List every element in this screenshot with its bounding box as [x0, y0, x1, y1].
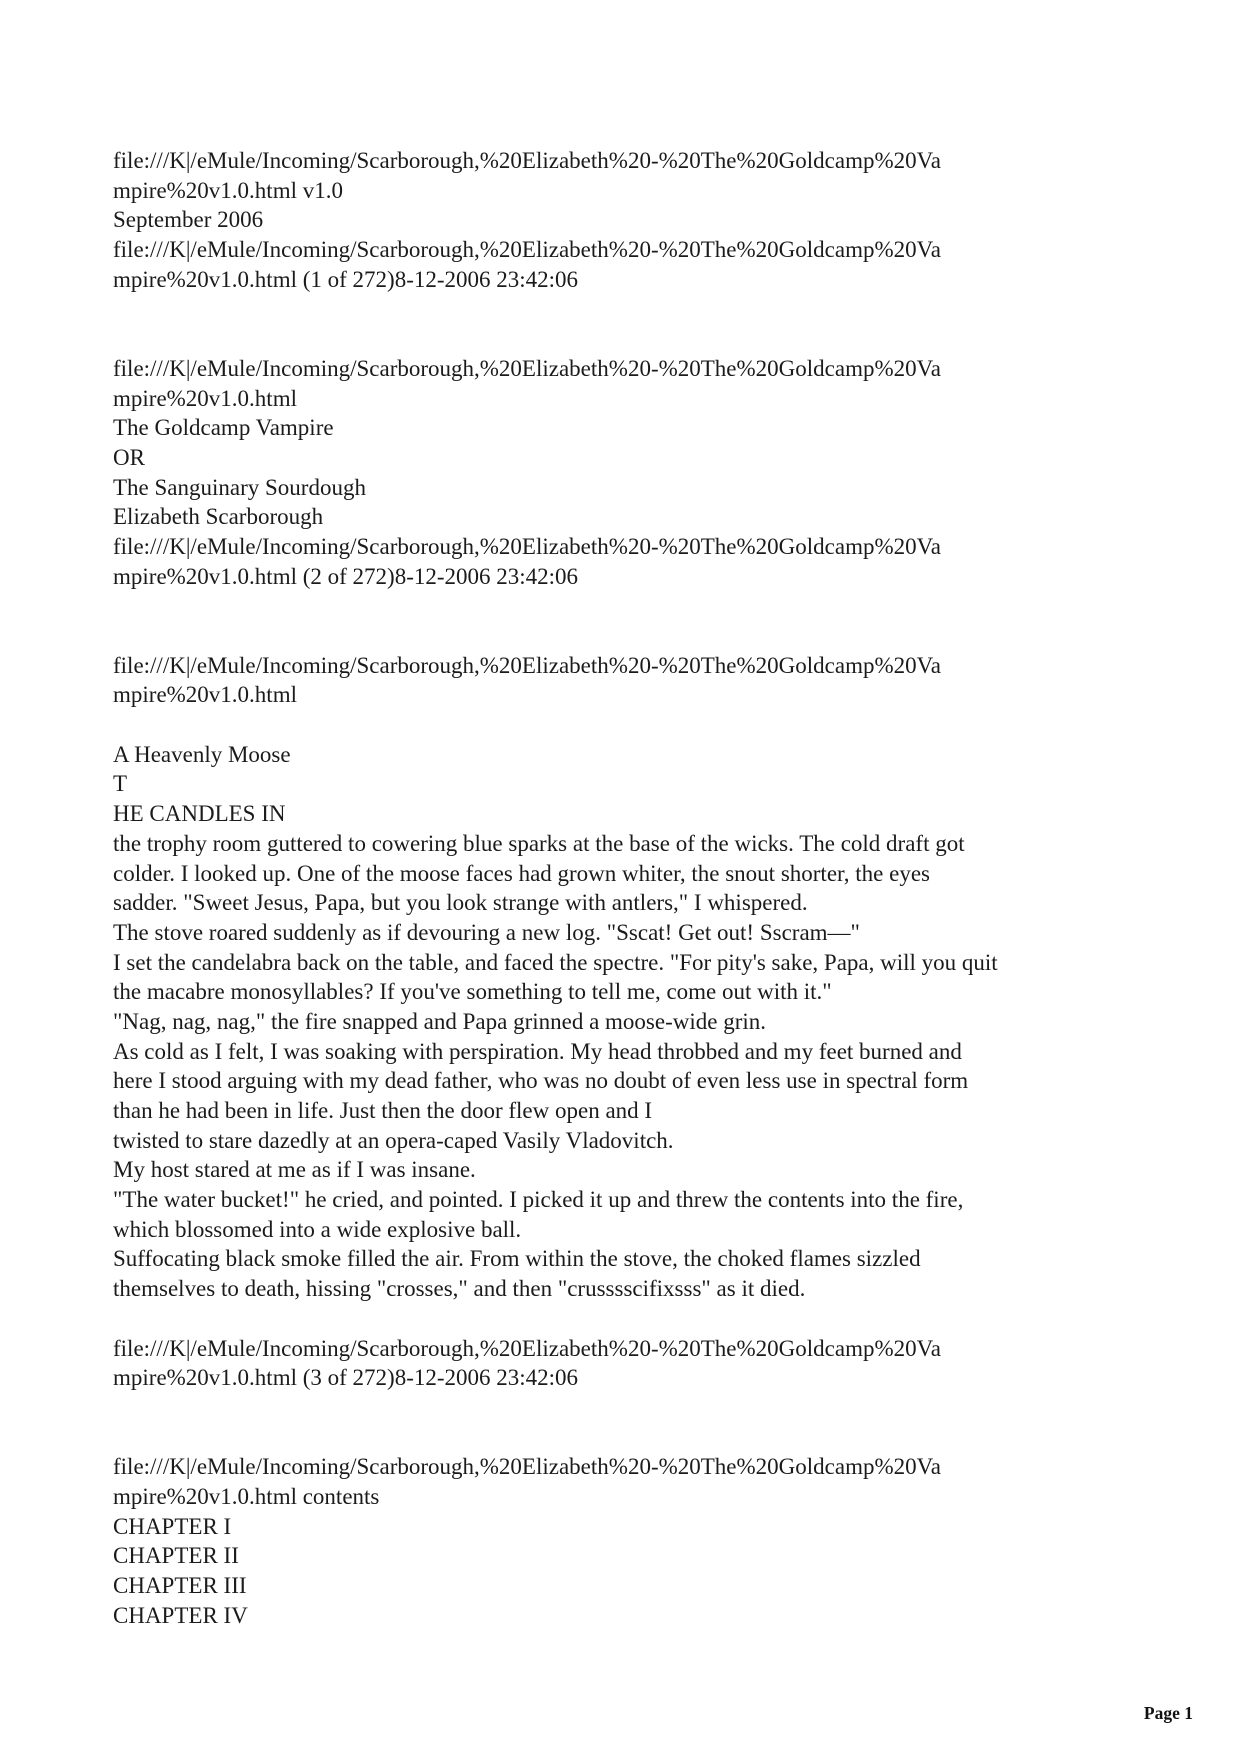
text-line: The stove roared suddenly as if devouring a new log. "Sscat! Get out! Sscram—" — [113, 919, 860, 945]
text-line: Suffocating black smoke filled the air. From within the stove, the choked flames sizzled — [113, 1246, 921, 1272]
text-line: twisted to stare dazedly at an opera-caped Vasily Vladovitch. — [113, 1127, 674, 1153]
text-line: file:///K|/eMule/Incoming/Scarborough,%20Elizabeth%20-%20The%20Goldcamp%20Va — [113, 237, 941, 263]
blank-line — [113, 324, 1193, 354]
text-line: mpire%20v1.0.html v1.0 — [113, 177, 343, 203]
file-stamp-block-2 — [113, 1334, 1193, 1453]
text-line: CHAPTER I — [113, 1513, 232, 1539]
text-line: file:///K|/eMule/Incoming/Scarborough,%20Elizabeth%20-%20The%20Goldcamp%20Va — [113, 1335, 941, 1361]
text-line: here I stood arguing with my dead father, who was no doubt of even less use in spectral form — [113, 1068, 969, 1094]
file-stamp-block — [113, 651, 1193, 740]
text-line: sadder. "Sweet Jesus, Papa, but you look strange with antlers," I whispered. — [113, 890, 808, 916]
text-line: I set the candelabra back on the table, and faced the spectre. "For pity's sake, Papa, will you quit — [113, 949, 998, 975]
text-line: As cold as I felt, I was soaking with perspiration. My head throbbed and my feet burned and — [113, 1038, 962, 1064]
text-line: mpire%20v1.0.html contents — [113, 1483, 380, 1509]
text-line: file:///K|/eMule/Incoming/Scarborough,%20Elizabeth%20-%20The%20Goldcamp%20Va — [113, 355, 941, 381]
contents-block — [113, 1452, 1193, 1630]
blank-line — [113, 591, 1193, 621]
story-text-block — [113, 740, 1193, 1334]
text-line: HE CANDLES IN — [113, 801, 286, 827]
text-line: "The water bucket!" he cried, and pointed. I picked it up and threw the contents into the fire, — [113, 1187, 964, 1213]
text-line: The Goldcamp Vampire — [113, 415, 334, 441]
text-line: themselves to death, hissing "crosses," and then "crusssscifixsss" as it died. — [113, 1276, 806, 1302]
text-line: than he had been in life. Just then the door flew open and I — [113, 1098, 653, 1123]
blank-line — [113, 1423, 1193, 1453]
text-line: Elizabeth Scarborough — [113, 504, 324, 530]
blank-line — [113, 1304, 1193, 1334]
text-line: the trophy room guttered to cowering blue sparks at the base of the wicks. The cold draft got — [113, 830, 965, 856]
text-line: mpire%20v1.0.html (1 of 272)8-12-2006 23:42:06 — [113, 266, 579, 292]
blank-line — [113, 621, 1193, 651]
text-line: file:///K|/eMule/Incoming/Scarborough,%20Elizabeth%20-%20The%20Goldcamp%20Va — [113, 652, 941, 678]
blank-line — [113, 1393, 1193, 1423]
document-text — [113, 146, 1193, 1630]
text-line: September 2006 — [113, 207, 264, 233]
text-line: file:///K|/eMule/Incoming/Scarborough,%20Elizabeth%20-%20The%20Goldcamp%20Va — [113, 148, 941, 173]
text-line: My host stared at me as if I was insane. — [113, 1157, 476, 1183]
text-line: file:///K|/eMule/Incoming/Scarborough,%20Elizabeth%20-%20The%20Goldcamp%20Va — [113, 1454, 941, 1480]
text-line: mpire%20v1.0.html — [113, 385, 297, 411]
text-line: OR — [113, 444, 145, 470]
text-line: the macabre monosyllables? If you've something to tell me, come out with it." — [113, 979, 832, 1005]
text-line: CHAPTER III — [113, 1573, 247, 1598]
title-page-block — [113, 354, 1193, 651]
blank-line — [113, 710, 1193, 740]
page-number: Page 1 — [1143, 1703, 1193, 1723]
text-line: mpire%20v1.0.html (3 of 272)8-12-2006 23:42:06 — [113, 1365, 579, 1391]
text-line: A Heavenly Moose — [113, 741, 291, 767]
text-line: CHAPTER IV — [113, 1602, 248, 1628]
text-line: mpire%20v1.0.html — [113, 682, 297, 708]
text-line: "Nag, nag, nag," the fire snapped and Papa grinned a moose-wide grin. — [113, 1008, 766, 1034]
text-line: which blossomed into a wide explosive ball. — [113, 1216, 522, 1242]
file-header-block — [113, 146, 1193, 354]
text-line: file:///K|/eMule/Incoming/Scarborough,%20Elizabeth%20-%20The%20Goldcamp%20Va — [113, 533, 941, 559]
text-line: The Sanguinary Sourdough — [113, 474, 366, 500]
text-line: T — [113, 771, 128, 797]
text-line: mpire%20v1.0.html (2 of 272)8-12-2006 23:42:06 — [113, 563, 579, 589]
text-line: colder. I looked up. One of the moose faces had grown whiter, the snout shorter, the eyes — [113, 860, 930, 886]
blank-line — [113, 294, 1193, 324]
text-line: CHAPTER II — [113, 1543, 239, 1569]
